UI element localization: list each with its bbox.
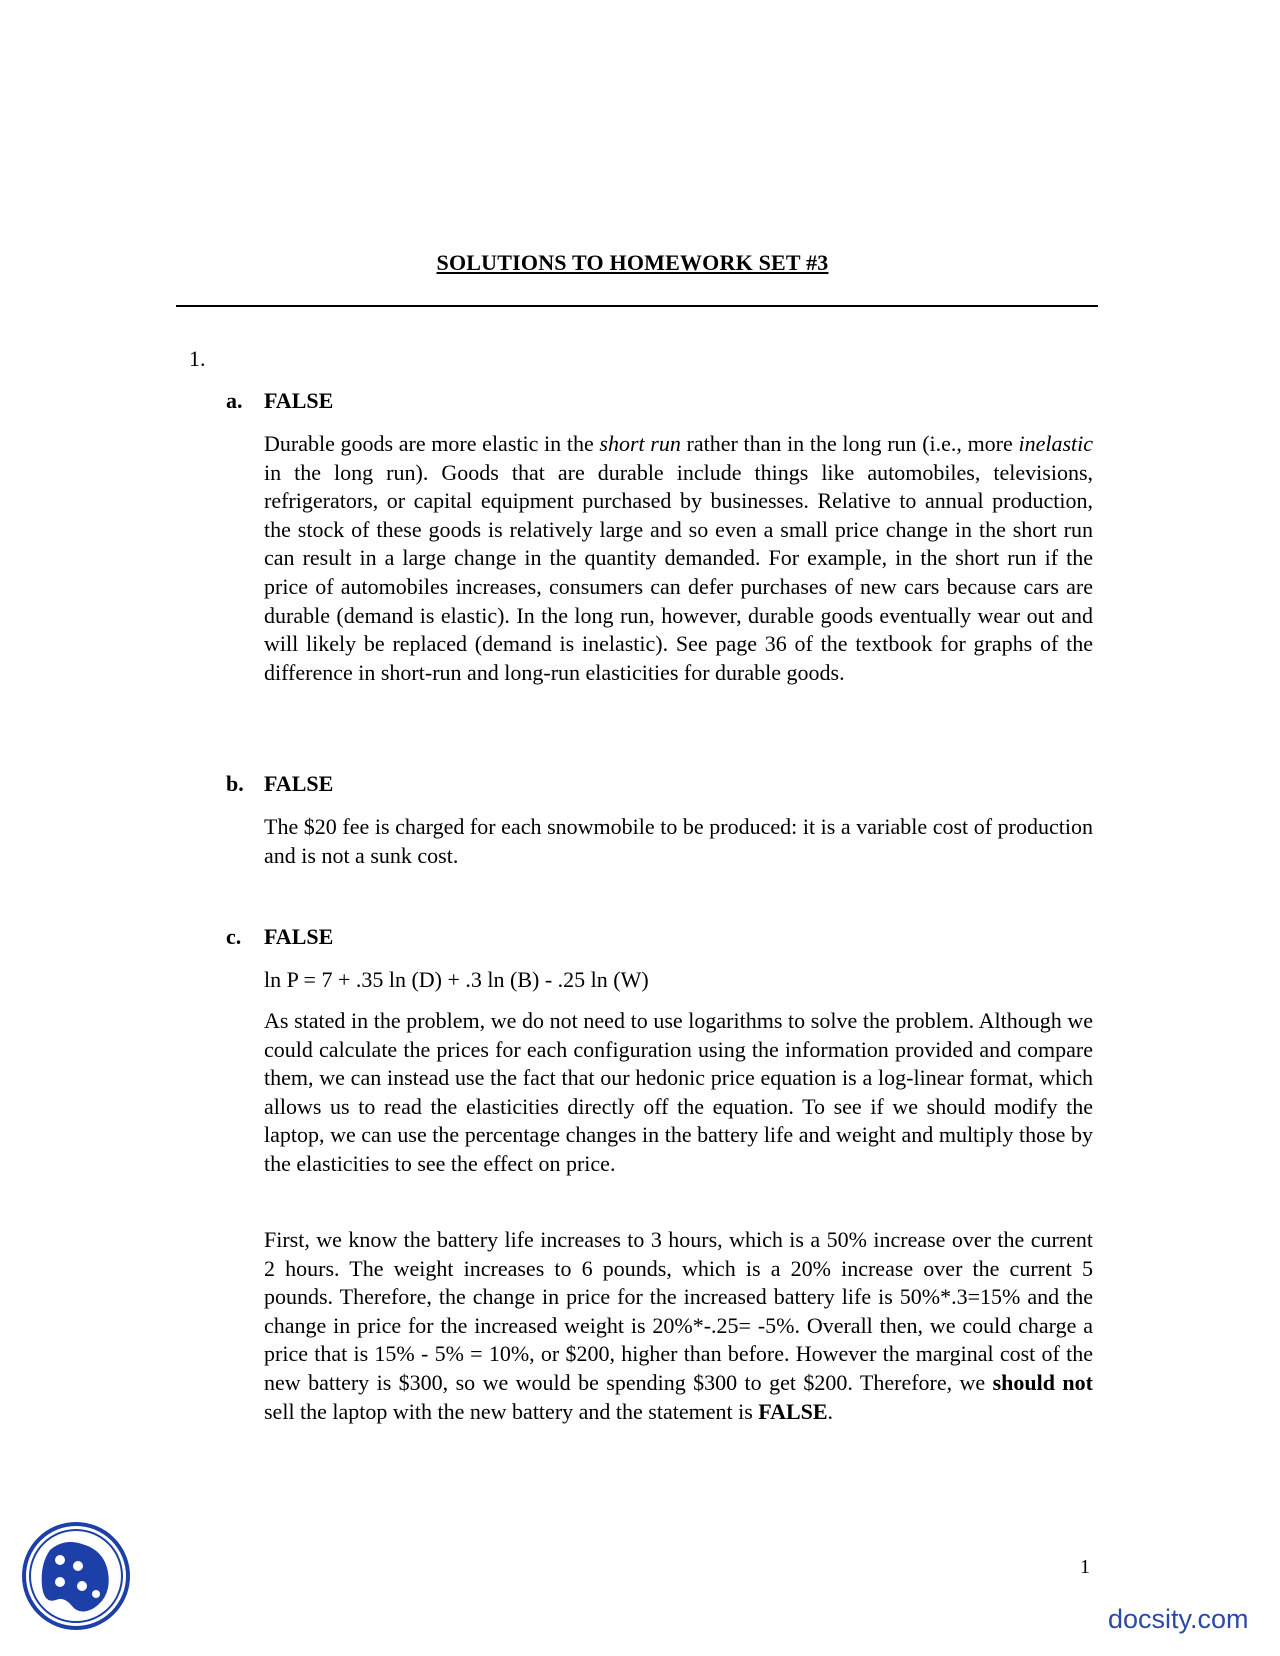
part-a-text-2: rather than in the long run (i.e., more [680, 431, 1019, 456]
part-c-explanation-1: As stated in the problem, we do not need to use logarithms to solve the problem. Although we could calculate the prices for each configuration using the information provided and compare them, we can instead use the fact that our hedonic price equation is a log-linear format, which allows us to read the elasticities directly off the equation. To see if we should modify the laptop, we can use the percentage changes in the battery life and weight and multiply those by the elasticities to see the effect on price. [264, 1008, 1093, 1176]
docsity-watermark[interactable]: docsity.com [1108, 1604, 1249, 1634]
part-b-heading [226, 771, 333, 797]
part-b-explanation: The $20 fee is charged for each snowmobile to be produced: it is a variable cost of production and is not a sunk cost. [264, 814, 1093, 868]
part-c-verdict: FALSE [264, 924, 334, 949]
part-b-verdict: FALSE [264, 771, 334, 796]
part-a-text-3: in the long run). Goods that are durable include things like automobiles, televisions, refrigerators, or capital equipment purchased by businesses. Relative to annual production, the stock of these goods is relatively large and so even a small price change in the short run can result in a large change in the quantity demanded. For example, in the short run if the price of automobiles increases, consumers can defer purchases of new cars because cars are durable (demand is elastic). In the long run, however, durable goods eventually wear out and will likely be replaced (demand is inelastic). See page 36 of the textbook for graphs of the difference in short-run and long-run elasticities for durable goods. [264, 459, 1093, 685]
part-a-verdict: FALSE [264, 388, 334, 413]
part-a-emphasis-short-run: short run [599, 431, 681, 456]
part-a-explanation [264, 430, 1093, 687]
part-a-text-1: Durable goods are more elastic in the [264, 431, 600, 456]
title-divider [176, 305, 1098, 307]
page-number: 1 [1080, 1556, 1090, 1578]
question-number: 1. [189, 346, 206, 371]
docsity-logo-icon [20, 1520, 132, 1632]
part-c-text-2: sell the laptop with the new battery and the statement is [264, 1398, 759, 1424]
part-c-emphasis-false: FALSE [758, 1398, 828, 1424]
part-a-heading [226, 388, 333, 414]
part-c-heading [226, 924, 333, 950]
part-c-text-1: First, we know the battery life increases to 3 hours, which is a 50% increase over the current 2 hours. The weight increases to 6 pounds, which is a 20% increase over the current 5 pounds. Therefore, the change in price for the increased battery life is 50%*.3=15% and the change in price for the increased weight is 20%*-.25= -5%. Overall then, we could charge a price that is 15% - 5% = 10%, or $200, higher than before. However the marginal cost of the new battery is $300, so we would be spending $300 to get $200. Therefore, we [264, 1227, 1093, 1395]
part-a-emphasis-inelastic: inelastic [1018, 431, 1093, 456]
part-c-explanation-2 [264, 1226, 1093, 1426]
part-b-letter: b. [226, 771, 244, 796]
part-c-text-3: . [827, 1398, 834, 1424]
part-c-letter: c. [226, 924, 242, 949]
part-a-letter: a. [226, 388, 243, 413]
document-title: SOLUTIONS TO HOMEWORK SET #3 [436, 250, 829, 275]
part-c-emphasis-should-not: should not [992, 1369, 1093, 1395]
hedonic-price-equation: ln P = 7 + .35 ln (D) + .3 ln (B) - .25 ln (W) [264, 967, 649, 992]
